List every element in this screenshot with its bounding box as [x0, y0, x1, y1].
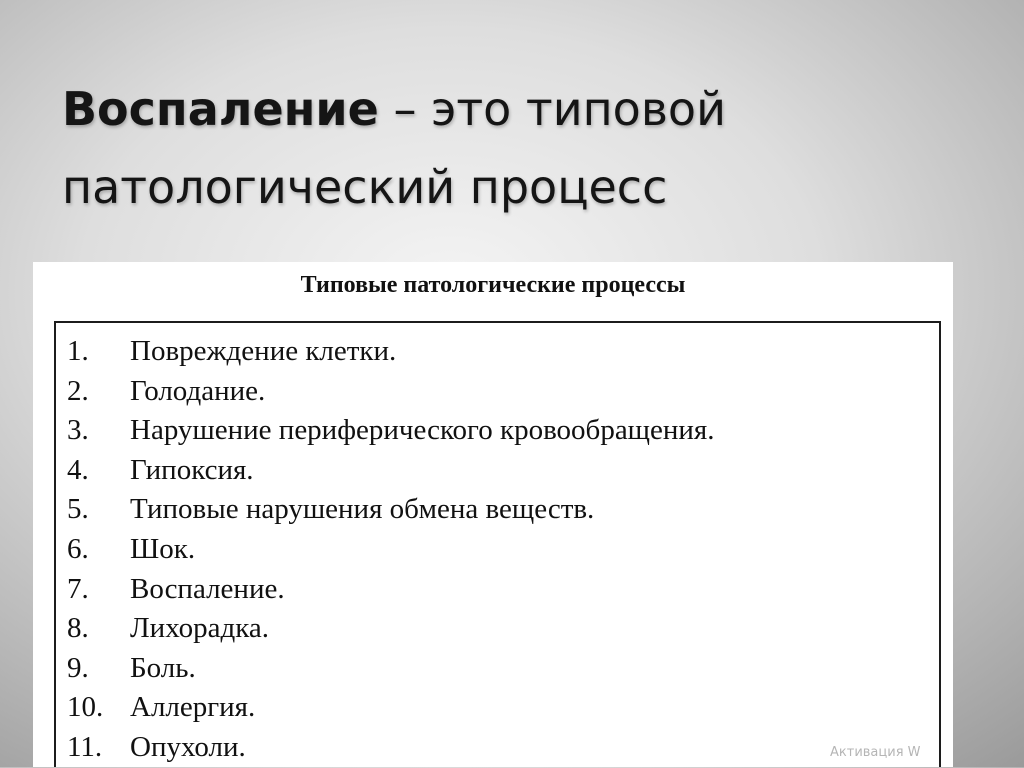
list-item-text: Опухоли.	[130, 730, 246, 763]
list-item-text: Гипоксия.	[130, 453, 254, 486]
list-item	[56, 451, 939, 491]
list-item	[56, 649, 939, 689]
list-item-number: 9.	[67, 651, 89, 684]
list-item	[56, 609, 939, 649]
list-item-text: Голодание.	[130, 374, 266, 407]
list-item-number: 10.	[67, 691, 104, 724]
list-item-text: Повреждение клетки.	[130, 335, 397, 367]
list-item-text: Шок.	[130, 532, 196, 565]
list-item	[56, 728, 939, 768]
slide-title	[62, 70, 942, 226]
list-item	[56, 530, 939, 570]
list-item-text: Боль.	[130, 651, 196, 684]
list-item-text: Типовые нарушения обмена веществ.	[130, 493, 595, 526]
list-item-number: 5.	[67, 493, 89, 526]
slide-title-definition: – это типовой патологический процесс	[62, 82, 726, 214]
process-list-box	[54, 321, 941, 767]
slide-title-term: Воспаление	[62, 82, 379, 136]
list-item-text: Аллергия.	[130, 691, 256, 724]
list-item-number: 11.	[67, 730, 103, 763]
list-item	[56, 490, 939, 530]
panel-heading: Типовые патологические процессы	[300, 272, 686, 298]
list-item-number: 4.	[67, 453, 89, 486]
list-item-number: 8.	[67, 612, 89, 645]
process-panel	[33, 262, 953, 767]
list-item-text: Нарушение периферического кровообращения.	[130, 414, 715, 447]
list-item	[56, 411, 939, 451]
list-item-number: 6.	[67, 532, 89, 565]
list-item	[56, 332, 939, 372]
list-item	[56, 372, 939, 412]
list-item	[56, 570, 939, 610]
process-list	[56, 323, 939, 768]
list-item-number: 7.	[67, 572, 89, 605]
list-item-text: Воспаление.	[130, 572, 285, 605]
list-item	[56, 688, 939, 728]
list-item-number: 2.	[67, 374, 89, 407]
list-item-text: Лихорадка.	[130, 612, 269, 645]
list-item-number: 3.	[67, 414, 89, 447]
activation-watermark: Активация W	[830, 745, 921, 760]
list-item-number: 1.	[67, 335, 89, 367]
